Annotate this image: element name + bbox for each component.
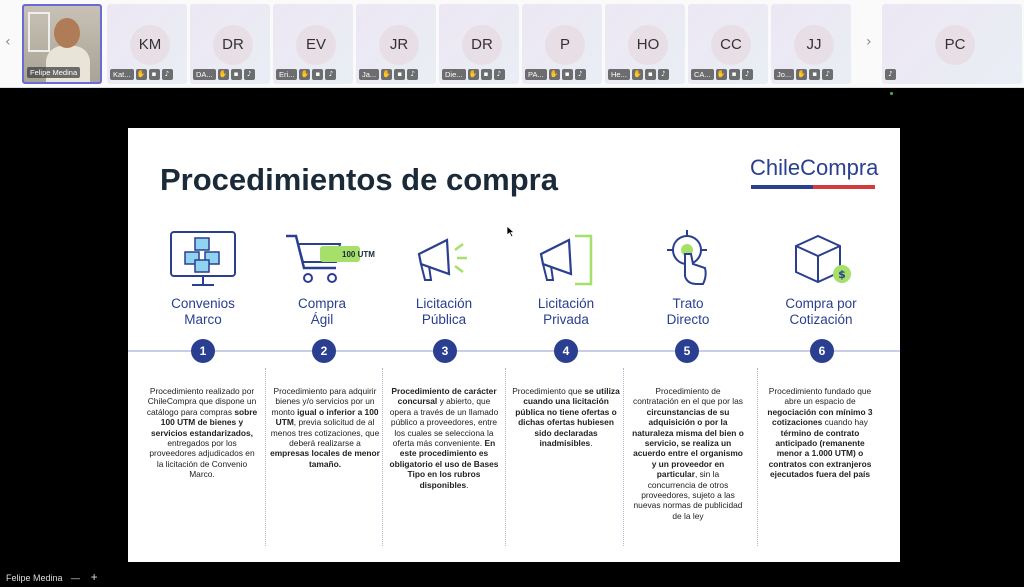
hand-icon: ✋ xyxy=(468,70,478,78)
column-divider xyxy=(757,368,758,546)
avatar: JR xyxy=(379,25,419,65)
participant-tile[interactable] xyxy=(107,4,187,84)
procedure-label: Convenios Marco xyxy=(171,296,235,327)
mic-off-icon: ♪ xyxy=(244,69,255,80)
cubes-monitor-icon xyxy=(168,228,238,290)
camera-off-icon: ▪ xyxy=(149,69,160,80)
participant-tile[interactable] xyxy=(190,4,270,84)
next-participants-button[interactable]: › xyxy=(866,34,872,50)
megaphone-frame-icon xyxy=(531,228,601,290)
logo-blue-bar xyxy=(751,185,813,189)
shared-slide xyxy=(128,128,900,562)
participant-tile[interactable] xyxy=(522,4,602,84)
camera-off-icon: ▪ xyxy=(312,69,323,80)
megaphone-icon xyxy=(409,228,479,290)
participant-name: Die... xyxy=(442,69,466,80)
step-number-5: 5 xyxy=(675,339,699,363)
procedure-licitacion-privada xyxy=(506,228,626,328)
camera-off-icon: ▪ xyxy=(481,69,492,80)
procedure-label: Compra por Cotización xyxy=(785,296,857,327)
avatar: JJ xyxy=(794,25,834,65)
procedure-trato-directo xyxy=(628,228,748,328)
avatar: PC xyxy=(935,25,975,65)
description-compra-agil: Procedimiento para adquirir bienes y/o servicios por un monto igual o inferior a 100 UTM, previa solicitud de al menos tres cotizaciones, que deberá realizarse a empresas locales de menor tamaño. xyxy=(270,386,380,469)
hand-icon: ✋ xyxy=(136,70,146,78)
bookshelf xyxy=(28,12,50,52)
avatar: KM xyxy=(130,25,170,65)
description-licitacion-publica: Procedimiento de carácter concursal y abierto, que opera a través de un llamado público a proveedores, entre los cuales se selecciona la oferta más conveniente. En este procedimiento es obligatorio el uso de Bases Tipo en los rubros disponibles. xyxy=(389,386,499,490)
procedure-compra-agil xyxy=(262,228,382,328)
participant-tile[interactable] xyxy=(688,4,768,84)
participant-name: DA... xyxy=(193,69,216,80)
bottom-bar xyxy=(0,568,1024,586)
procedure-compra-cotizacion xyxy=(761,228,881,328)
target-hand-icon xyxy=(653,228,723,290)
hand-icon: ✋ xyxy=(300,70,310,78)
timeline xyxy=(128,350,900,352)
procedure-label: Licitación Privada xyxy=(537,296,595,327)
column-divider xyxy=(382,368,383,546)
procedure-label: Trato Directo xyxy=(666,296,710,327)
hand-icon: ✋ xyxy=(549,70,559,78)
column-divider xyxy=(505,368,506,546)
camera-off-icon: ▪ xyxy=(809,69,820,80)
utm-badge: 100 UTM xyxy=(342,250,375,259)
avatar: CC xyxy=(711,25,751,65)
person-head xyxy=(54,18,80,48)
participant-name: Ja... xyxy=(359,69,379,80)
hand-icon: ✋ xyxy=(218,70,228,78)
hand-icon: ✋ xyxy=(716,70,726,78)
camera-off-icon: ▪ xyxy=(562,69,573,80)
procedure-licitacion-publica xyxy=(384,228,504,328)
step-number-4: 4 xyxy=(554,339,578,363)
mic-off-icon: ♪ xyxy=(822,69,833,80)
camera-off-icon: ▪ xyxy=(231,69,242,80)
zoom-in-button[interactable]: + xyxy=(90,570,98,584)
shopping-cart-icon xyxy=(282,228,362,290)
hand-icon: ✋ xyxy=(797,70,807,78)
description-compra-cotizacion: Procedimiento fundado que abre un espacio de negociación con mínimo 3 cotizaciones cuando hay término de contrato anticipado (remanente menor a 1.000 UTM) o contratos con extranjeros ejecutados fuera del país xyxy=(767,386,873,480)
participant-name: He... xyxy=(608,69,630,80)
participant-name: Jo... xyxy=(774,69,794,80)
box-dollar-icon xyxy=(786,228,856,290)
mic-off-icon: ♪ xyxy=(575,69,586,80)
step-number-6: 6 xyxy=(810,339,834,363)
hand-icon: ✋ xyxy=(382,70,392,78)
mic-off-icon: ♪ xyxy=(407,69,418,80)
participant-tile[interactable] xyxy=(356,4,436,84)
avatar: EV xyxy=(296,25,336,65)
participant-name: Felipe Medina xyxy=(27,67,80,78)
mic-off-icon: ♪ xyxy=(658,69,669,80)
column-divider xyxy=(265,368,266,546)
slide-title: Procedimientos de compra xyxy=(160,162,558,197)
avatar: HO xyxy=(628,25,668,65)
self-video-tile[interactable] xyxy=(22,4,102,84)
mic-off-icon: ♪ xyxy=(494,69,505,80)
prev-participants-button[interactable]: ‹ xyxy=(5,34,11,50)
step-number-2: 2 xyxy=(312,339,336,363)
mic-off-icon: ♪ xyxy=(325,69,336,80)
logo-text: ChileCompra xyxy=(750,155,879,180)
avatar: P xyxy=(545,25,585,65)
procedure-label: Licitación Pública xyxy=(415,296,473,327)
camera-off-icon: ▪ xyxy=(645,69,656,80)
camera-off-icon: ▪ xyxy=(394,69,405,80)
avatar: DR xyxy=(462,25,502,65)
tile-name-bar xyxy=(27,66,80,79)
description-convenios-marco: Procedimiento realizado por ChileCompra que dispone un catálogo para compras sobre 100 UTM de bienes y servicios estandarizados, entregados por los proveedores adjudicados en la licitación de Convenio Marco. xyxy=(146,386,258,480)
zoom-out-button[interactable]: — xyxy=(71,573,81,583)
mic-off-icon: ♪ xyxy=(885,69,896,80)
camera-off-icon: ▪ xyxy=(729,69,740,80)
step-number-1: 1 xyxy=(191,339,215,363)
participant-name: CA... xyxy=(691,69,714,80)
mouse-cursor-icon xyxy=(507,226,515,237)
participant-name: PA... xyxy=(525,69,547,80)
procedure-label: Compra Ágil xyxy=(297,296,346,327)
mic-off-icon: ♪ xyxy=(162,69,173,80)
speaking-indicator xyxy=(890,92,893,95)
mic-off-icon: ♪ xyxy=(742,69,753,80)
participant-tile[interactable] xyxy=(882,4,1022,84)
column-divider xyxy=(623,368,624,546)
chilecompra-logo xyxy=(750,155,879,191)
svg-text:$: $ xyxy=(838,268,846,281)
avatar: DR xyxy=(213,25,253,65)
step-number-3: 3 xyxy=(433,339,457,363)
participant-tile[interactable] xyxy=(439,4,519,84)
participant-strip xyxy=(0,0,1024,88)
participant-tile[interactable] xyxy=(771,4,851,84)
description-trato-directo: Procedimiento de contratación en el que por las circunstancias de su adquisición o por la naturaleza misma del bien o servicio, se realiza un acuerdo entre el organismo y un proveedor en particular, sin la concurrencia de otros proveedores, sujeto a las nuevas normas de publicidad de la ley xyxy=(632,386,744,521)
description-licitacion-privada: Procedimiento que se utiliza cuando una licitación pública no tiene ofertas o dichas ofertas hubiesen sido declaradas inadmisibles. xyxy=(512,386,620,449)
logo-red-bar xyxy=(813,185,875,189)
presenter-name: Felipe Medina xyxy=(6,573,63,583)
hand-icon: ✋ xyxy=(632,70,642,78)
procedure-convenios-marco xyxy=(143,228,263,328)
participant-name: Eri... xyxy=(276,69,297,80)
participant-tile[interactable] xyxy=(605,4,685,84)
participant-tile[interactable] xyxy=(273,4,353,84)
participant-name: Kat... xyxy=(110,69,134,80)
